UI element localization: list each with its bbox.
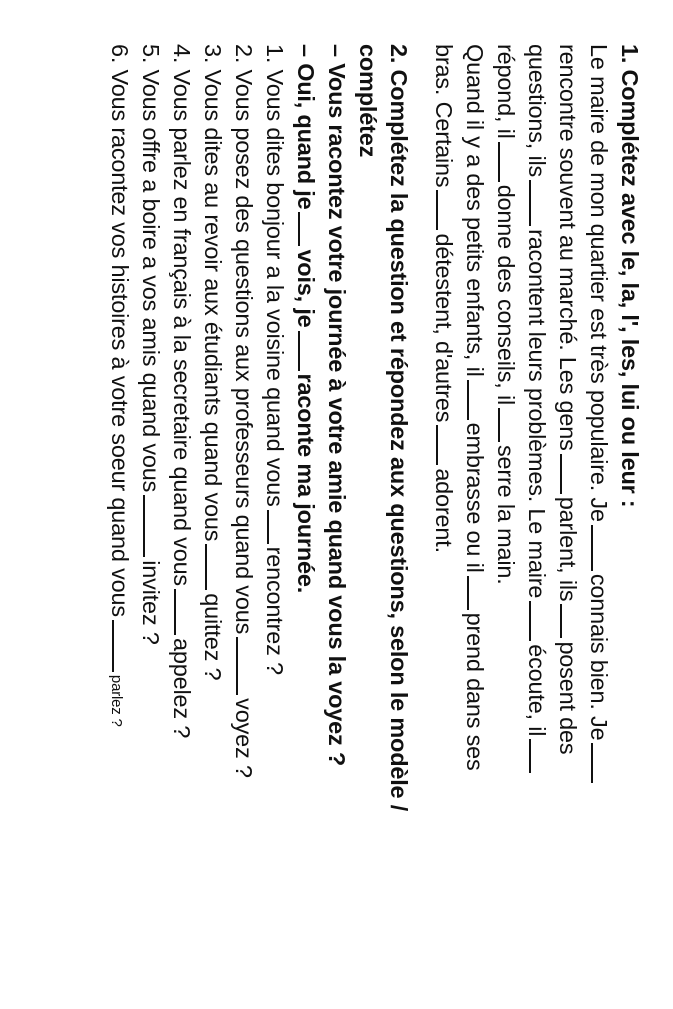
text-segment: rencontre souvent au marché. Les gens [555,44,581,451]
text-segment: embrasse ou il [462,422,488,573]
text-segment: – Oui, quand je [293,44,319,210]
question-text: voyez ? [231,698,257,778]
exercise-1-title: 1. Complétez avec le, la, l', les, lui ou leur : [617,44,643,508]
answer-blank[interactable] [529,180,551,226]
answer-blank[interactable] [143,495,165,557]
answer-blank[interactable] [436,190,458,230]
question-item-1 [259,44,290,979]
answer-blank[interactable] [205,544,227,590]
text-segment: connais bien. Je [586,573,612,741]
question-text: 4. Vous parlez en français à la secretaire quand vous [169,44,195,586]
exercise-1-line-2 [552,44,583,979]
text-segment: posent des [555,641,581,755]
exercise-1-line-3 [521,44,552,979]
text-segment: questions, ils [524,44,550,178]
answer-blank[interactable] [436,425,458,465]
text-segment: parlent, ils [555,496,581,602]
question-text: parlez ? [108,674,125,727]
exercise-2-title: 2. Complétez la question et répondez aux questions, selon le modèle / [386,44,412,812]
answer-blank[interactable] [591,525,613,571]
text-segment: prend dans ses [462,612,488,771]
answer-blank[interactable] [236,637,258,695]
answer-blank[interactable] [298,331,320,371]
question-text: rencontrez ? [262,546,288,675]
answer-blank[interactable] [591,743,613,783]
text-segment: écoute, il [524,644,550,737]
question-text: 5. Vous offre a boire a vos amis quand vous [138,44,164,493]
answer-blank[interactable] [174,589,196,635]
question-text: 1. Vous dites bonjour a la voisine quand vous [262,44,288,507]
text-segment: vois, je [293,249,319,328]
exercise-1-line-5 [459,44,490,979]
question-item-6 [101,44,135,979]
text-segment: racontent leurs problèmes. Le maire [524,229,550,599]
answer-blank[interactable] [529,601,551,641]
question-text: 6. Vous racontez vos histoires à votre soeur quand vous [107,44,133,617]
text-segment: adorent. [431,468,457,553]
question-text: 2. Vous posez des questions aux professeurs quand vous [231,44,257,635]
question-item-4 [166,44,197,979]
answer-blank[interactable] [498,408,520,442]
model-question: – Vous racontez votre journée à votre amie quand vous la voyez ? [324,44,350,767]
answer-blank[interactable] [529,739,551,773]
answer-blank[interactable] [498,142,520,182]
text-segment: Quand il y a des petits enfants, il [462,44,488,377]
question-text: invitez ? [138,560,164,645]
text-segment: répond, il [493,44,519,139]
text-segment: détestent, d'autres [431,233,457,423]
question-item-3 [197,44,228,979]
answer-blank[interactable] [467,576,489,610]
question-item-2 [228,44,259,979]
text-segment: bras. Certains [431,44,457,188]
answer-blank[interactable] [467,380,489,420]
text-segment: serre la main. [493,444,519,585]
answer-blank[interactable] [560,604,582,638]
question-text: appelez ? [169,637,195,739]
section-spacer [414,44,428,979]
model-answer [290,44,321,979]
exercise-1-line-6 [428,44,459,979]
question-item-5 [135,44,166,979]
exercise-1-line-1 [583,44,614,979]
answer-blank[interactable] [267,510,289,544]
exercise-1-line-4 [490,44,521,979]
text-segment: raconte ma journée. [293,373,319,594]
answer-blank[interactable] [112,620,134,672]
question-text: quittez ? [200,593,226,681]
text-segment: Le maire de mon quartier est très populaire. Je [586,44,612,522]
question-text: 3. Vous dites au revoir aux étudiants quand vous [200,44,226,542]
answer-blank[interactable] [560,454,582,494]
exercise-2-title-continued: complétez [355,44,381,158]
text-segment: donne des conseils, il [493,184,519,405]
answer-blank[interactable] [298,212,320,246]
